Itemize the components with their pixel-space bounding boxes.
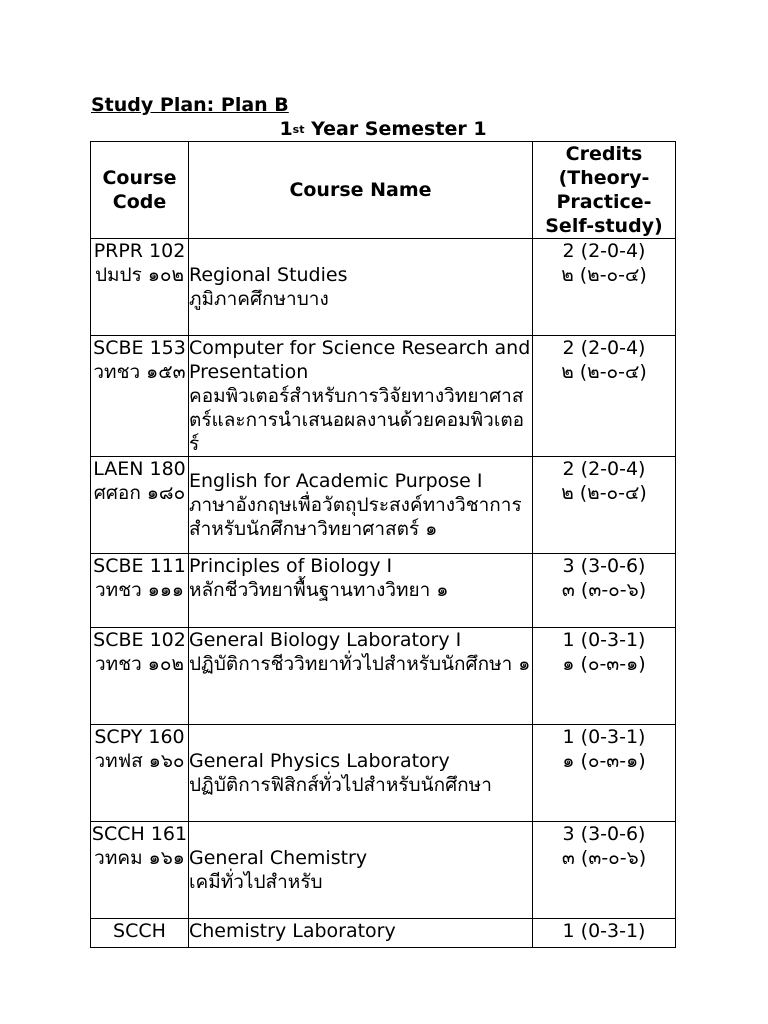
semester-title bbox=[91, 117, 675, 141]
semester-title-text: Year Semester 1 bbox=[304, 118, 487, 140]
course-credits bbox=[533, 822, 676, 919]
header-credits: Credits (Theory-Practice-Self-study) bbox=[533, 142, 676, 239]
credits-value: 2 (2-0-4) bbox=[562, 240, 646, 262]
course-code-text: SCBE 153 วทชว ๑๕๓ bbox=[93, 337, 186, 383]
credits-value: 1 (0-3-1) bbox=[562, 629, 646, 651]
plan-title: Study Plan: Plan B bbox=[91, 94, 289, 116]
credits-value: 1 (0-3-1) bbox=[562, 726, 646, 748]
semester-title-number: 1 bbox=[279, 118, 293, 140]
course-name-en: Computer for Science Research and Presentation bbox=[189, 337, 531, 383]
course-name bbox=[189, 554, 533, 628]
course-code bbox=[91, 336, 189, 457]
course-name-th: ปฏิบัติการชีววิทยาทั่วไปสำหรับนักศึกษา ๑ bbox=[189, 653, 531, 675]
credits-value-th: ๓ (๓-๐-๖) bbox=[561, 579, 647, 601]
course-name-en: General Chemistry bbox=[189, 847, 368, 869]
course-name-en: Chemistry Laboratory bbox=[189, 920, 396, 942]
credits-value: 3 (3-0-6) bbox=[562, 823, 646, 845]
course-name-th: ภูมิภาคศึกษาบาง bbox=[189, 288, 329, 310]
course-code-text: LAEN 180 ศศอก ๑๘๐ bbox=[93, 458, 186, 504]
course-name bbox=[189, 239, 533, 336]
table-row bbox=[91, 628, 676, 725]
study-plan-table bbox=[90, 141, 676, 948]
course-name-th: ปฏิบัติการฟิสิกส์ทั่วไปสำหรับนักศึกษา bbox=[189, 774, 492, 796]
credits-value-th: ๒ (๒-๐-๔) bbox=[561, 264, 647, 286]
credits-value: 2 (2-0-4) bbox=[562, 337, 646, 359]
credits-value-th: ๒ (๒-๐-๔) bbox=[561, 361, 647, 383]
table-row bbox=[91, 725, 676, 822]
course-credits bbox=[533, 628, 676, 725]
course-name bbox=[189, 336, 533, 457]
course-name-en: General Biology Laboratory I bbox=[189, 629, 462, 651]
course-code bbox=[91, 725, 189, 822]
table-row bbox=[91, 457, 676, 554]
credits-value-th: ๓ (๓-๐-๖) bbox=[561, 847, 647, 869]
course-code-text: PRPR 102 ปมปร ๑๐๒ bbox=[93, 240, 186, 286]
table-row bbox=[91, 239, 676, 336]
course-code-text: SCBE 102 วทชว ๑๐๒ bbox=[93, 629, 186, 675]
course-credits bbox=[533, 336, 676, 457]
course-credits bbox=[533, 457, 676, 554]
course-credits bbox=[533, 725, 676, 822]
credits-value-th: ๑ (๐-๓-๑) bbox=[562, 750, 646, 772]
course-code bbox=[91, 554, 189, 628]
course-credits bbox=[533, 919, 676, 948]
course-code-text: SCCH 161 วทคม ๑๖๑ bbox=[91, 823, 188, 869]
course-code bbox=[91, 239, 189, 336]
course-credits bbox=[533, 554, 676, 628]
course-name-th: ภาษาอังกฤษเพื่อวัตถุประสงค์ทางวิชาการสำหรับนักศึกษาวิทยาศาสตร์ ๑ bbox=[189, 494, 522, 540]
course-code bbox=[91, 628, 189, 725]
course-name bbox=[189, 628, 533, 725]
course-name bbox=[189, 919, 533, 948]
course-code bbox=[91, 457, 189, 554]
table-row bbox=[91, 554, 676, 628]
table-row bbox=[91, 336, 676, 457]
course-name-th: เคมีทั่วไปสำหรับ bbox=[189, 871, 323, 893]
table-header-row bbox=[91, 142, 676, 239]
table-row bbox=[91, 822, 676, 919]
course-name-en: Regional Studies bbox=[189, 264, 348, 286]
header-course-name: Course Name bbox=[189, 142, 533, 239]
course-name-en: English for Academic Purpose I bbox=[189, 470, 483, 492]
credits-value: 3 (3-0-6) bbox=[562, 555, 646, 577]
course-credits bbox=[533, 239, 676, 336]
course-name-th: คอมพิวเตอร์สำหรับการวิจัยทางวิทยาศาสตร์และการนำเสนอผลงานด้วยคอมพิวเตอร์ bbox=[189, 385, 525, 455]
table-row bbox=[91, 919, 676, 948]
credits-value: 2 (2-0-4) bbox=[562, 458, 646, 480]
course-name-en: General Physics Laboratory bbox=[189, 750, 450, 772]
course-name bbox=[189, 457, 533, 554]
course-name bbox=[189, 822, 533, 919]
course-name-th: หลักชีววิทยาพื้นฐานทางวิทยา ๑ bbox=[189, 579, 449, 601]
header-course-code: Course Code bbox=[91, 142, 189, 239]
course-code-text: SCCH bbox=[113, 920, 166, 942]
credits-value-th: ๑ (๐-๓-๑) bbox=[562, 653, 646, 675]
course-code-text: SCPY 160 วทฟส ๑๖๐ bbox=[94, 726, 185, 772]
semester-title-ordinal: st bbox=[292, 123, 305, 136]
course-code-text: SCBE 111 วทชว ๑๑๑ bbox=[93, 555, 186, 601]
course-code bbox=[91, 919, 189, 948]
credits-value-th: ๒ (๒-๐-๔) bbox=[561, 482, 647, 504]
credits-value: 1 (0-3-1) bbox=[562, 920, 646, 942]
course-name bbox=[189, 725, 533, 822]
course-code bbox=[91, 822, 189, 919]
course-name-en: Principles of Biology I bbox=[189, 555, 393, 577]
